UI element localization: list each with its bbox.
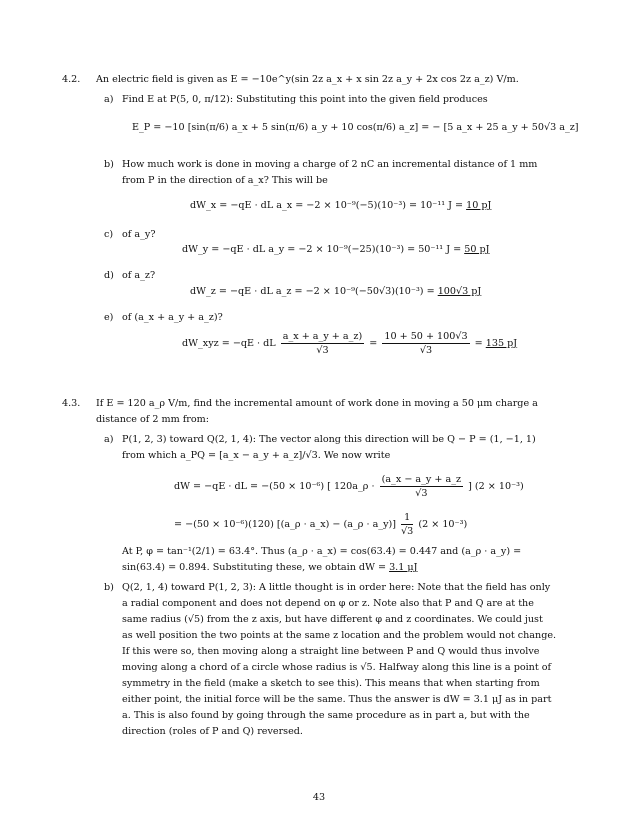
part-4-3-a-equation-1 xyxy=(174,474,524,499)
part-d-label: d) xyxy=(104,270,114,281)
part-c-text: of a_y? xyxy=(122,229,156,240)
part-d-equation xyxy=(190,286,481,297)
problem-4-3-intro-2: distance of 2 mm from: xyxy=(96,414,210,425)
part-4-3-a-eq2-rhs: (2 × 10⁻³) xyxy=(418,519,468,530)
page-number: 43 xyxy=(312,792,326,803)
part-4-3-a-eq2-lhs: = −(50 × 10⁻⁶)(120) [(a_ρ · a_x) − (a_ρ · a_y)] xyxy=(174,519,396,530)
part-e-answer: 135 pJ xyxy=(485,338,518,349)
part-a-equation: E_P = −10 [sin(π/6) a_x + 5 sin(π/6) a_y + 10 cos(π/6) a_z] = − [5 a_x + 25 a_y + 50√3 a_z] xyxy=(132,122,579,133)
problem-number-4-3: 4.3. xyxy=(62,398,81,409)
part-4-3-a-label: a) xyxy=(104,434,114,445)
part-c-answer: 50 pJ xyxy=(464,244,490,255)
part-4-3-b-line-9: a. This is also found by going through the same procedure as in part a, but with the xyxy=(122,710,530,721)
problem-4-3-intro-1: If E = 120 a_ρ V/m, find the incremental amount of work done in moving a 50 μm charge a xyxy=(96,398,538,409)
part-4-3-b-line-8: either point, the initial force will be the same. Thus the answer is dW = 3.1 μJ as in part xyxy=(122,694,552,705)
part-4-3-b-line-5: If this were so, then moving along a straight line between P and Q would thus involve xyxy=(122,646,540,657)
part-e-label: e) xyxy=(104,312,114,323)
part-c-label: c) xyxy=(104,229,114,240)
part-e-equation xyxy=(182,331,517,356)
part-4-3-a-text-2: from which a_PQ = [a_x − a_y + a_z]/√3. We now write xyxy=(122,450,391,461)
part-4-3-b-label: b) xyxy=(104,582,114,593)
part-e-equals-2: = xyxy=(474,338,483,349)
part-4-3-a-equation-2 xyxy=(174,512,467,537)
part-c-equation xyxy=(182,244,489,255)
part-4-3-a-result-2 xyxy=(122,562,417,573)
part-e-lhs: dW_xyz = −qE · dL xyxy=(182,338,276,349)
part-b-equation-body: dW_x = −qE · dL a_x = −2 × 10⁻⁹(−5)(10⁻³) = 10⁻¹¹ J = xyxy=(190,200,464,211)
part-4-3-a-answer: 3.1 μJ xyxy=(389,562,418,573)
part-4-3-a-eq1-lhs: dW = −qE · dL = −(50 × 10⁻⁶) [ 120a_ρ · xyxy=(174,481,375,492)
part-b-text-1: How much work is done in moving a charge of 2 nC an incremental distance of 1 mm xyxy=(122,159,538,170)
part-a-text: Find E at P(5, 0, π/12): Substituting this point into the given field produces xyxy=(122,94,488,105)
part-e-fraction-2-den: √3 xyxy=(419,345,433,356)
part-b-answer: 10 pJ xyxy=(466,200,492,211)
part-d-equation-body: dW_z = −qE · dL a_z = −2 × 10⁻⁹(−50√3)(10⁻³) = xyxy=(190,286,435,297)
part-4-3-b-line-10: direction (roles of P and Q) reversed. xyxy=(122,726,303,737)
part-4-3-b-line-2: a radial component and does not depend on φ or z. Note also that P and Q are at the xyxy=(122,598,534,609)
part-d-answer: 100√3 pJ xyxy=(437,286,482,297)
part-e-fraction-1-num: a_x + a_y + a_z) xyxy=(282,331,363,342)
part-4-3-a-result-2-text: sin(63.4) = 0.894. Substituting these, we obtain dW = xyxy=(122,562,387,573)
part-e-fraction-2-num: 10 + 50 + 100√3 xyxy=(384,331,468,342)
part-4-3-a-eq1-frac-den: √3 xyxy=(415,488,428,499)
part-4-3-b-line-1: Q(2, 1, 4) toward P(1, 2, 3): A little thought is in order here: Note that the field has only xyxy=(122,582,551,593)
part-4-3-a-eq1-frac-num: (a_x − a_y + a_z xyxy=(381,474,462,485)
part-4-3-a-eq2-frac-num: 1 xyxy=(401,512,413,525)
part-c-equation-body: dW_y = −qE · dL a_y = −2 × 10⁻⁹(−25)(10⁻³) = 50⁻¹¹ J = xyxy=(182,244,462,255)
part-b-label: b) xyxy=(104,159,114,170)
part-4-3-b-line-7: symmetry in the field (make a sketch to see this). This means that when starting from xyxy=(122,678,540,689)
part-a-label: a) xyxy=(104,94,114,105)
part-e-fraction-2 xyxy=(382,331,469,356)
part-4-3-a-eq2-fraction xyxy=(401,512,413,537)
part-4-3-a-eq2-frac-den: √3 xyxy=(401,526,414,537)
part-e-equals-1: = xyxy=(369,338,378,349)
part-4-3-b-line-4: as well position the two points at the same z location and the problem would not change. xyxy=(122,630,557,641)
part-4-3-a-result-1: At P, φ = tan⁻¹(2/1) = 63.4°. Thus (a_ρ · a_x) = cos(63.4) = 0.447 and (a_ρ · a_y) = xyxy=(122,546,522,557)
part-4-3-a-text-1: P(1, 2, 3) toward Q(2, 1, 4): The vector along this direction will be Q − P = (1, −1, 1) xyxy=(122,434,536,445)
part-b-text-2: from P in the direction of a_x? This will be xyxy=(122,175,328,186)
part-4-3-b-line-6: moving along a chord of a circle whose radius is √5. Halfway along this line is a point of xyxy=(122,662,552,673)
problem-number-4-2: 4.2. xyxy=(62,74,81,85)
part-e-fraction-1 xyxy=(281,331,364,356)
part-4-3-b-line-3: same radius (√5) from the z axis, but have different φ and z coordinates. We could just xyxy=(122,614,543,625)
part-e-fraction-1-den: √3 xyxy=(316,345,329,356)
part-d-text: of a_z? xyxy=(122,270,156,281)
part-4-3-a-eq1-rhs: ] (2 × 10⁻³) xyxy=(468,481,524,492)
part-b-equation xyxy=(190,200,491,211)
part-4-3-a-eq1-fraction xyxy=(380,474,463,499)
part-e-text: of (a_x + a_y + a_z)? xyxy=(122,312,223,323)
problem-4-2-intro: An electric field is given as E = −10e^y(sin 2z a_x + x sin 2z a_y + 2x cos 2z a_z) V/m. xyxy=(96,74,519,85)
